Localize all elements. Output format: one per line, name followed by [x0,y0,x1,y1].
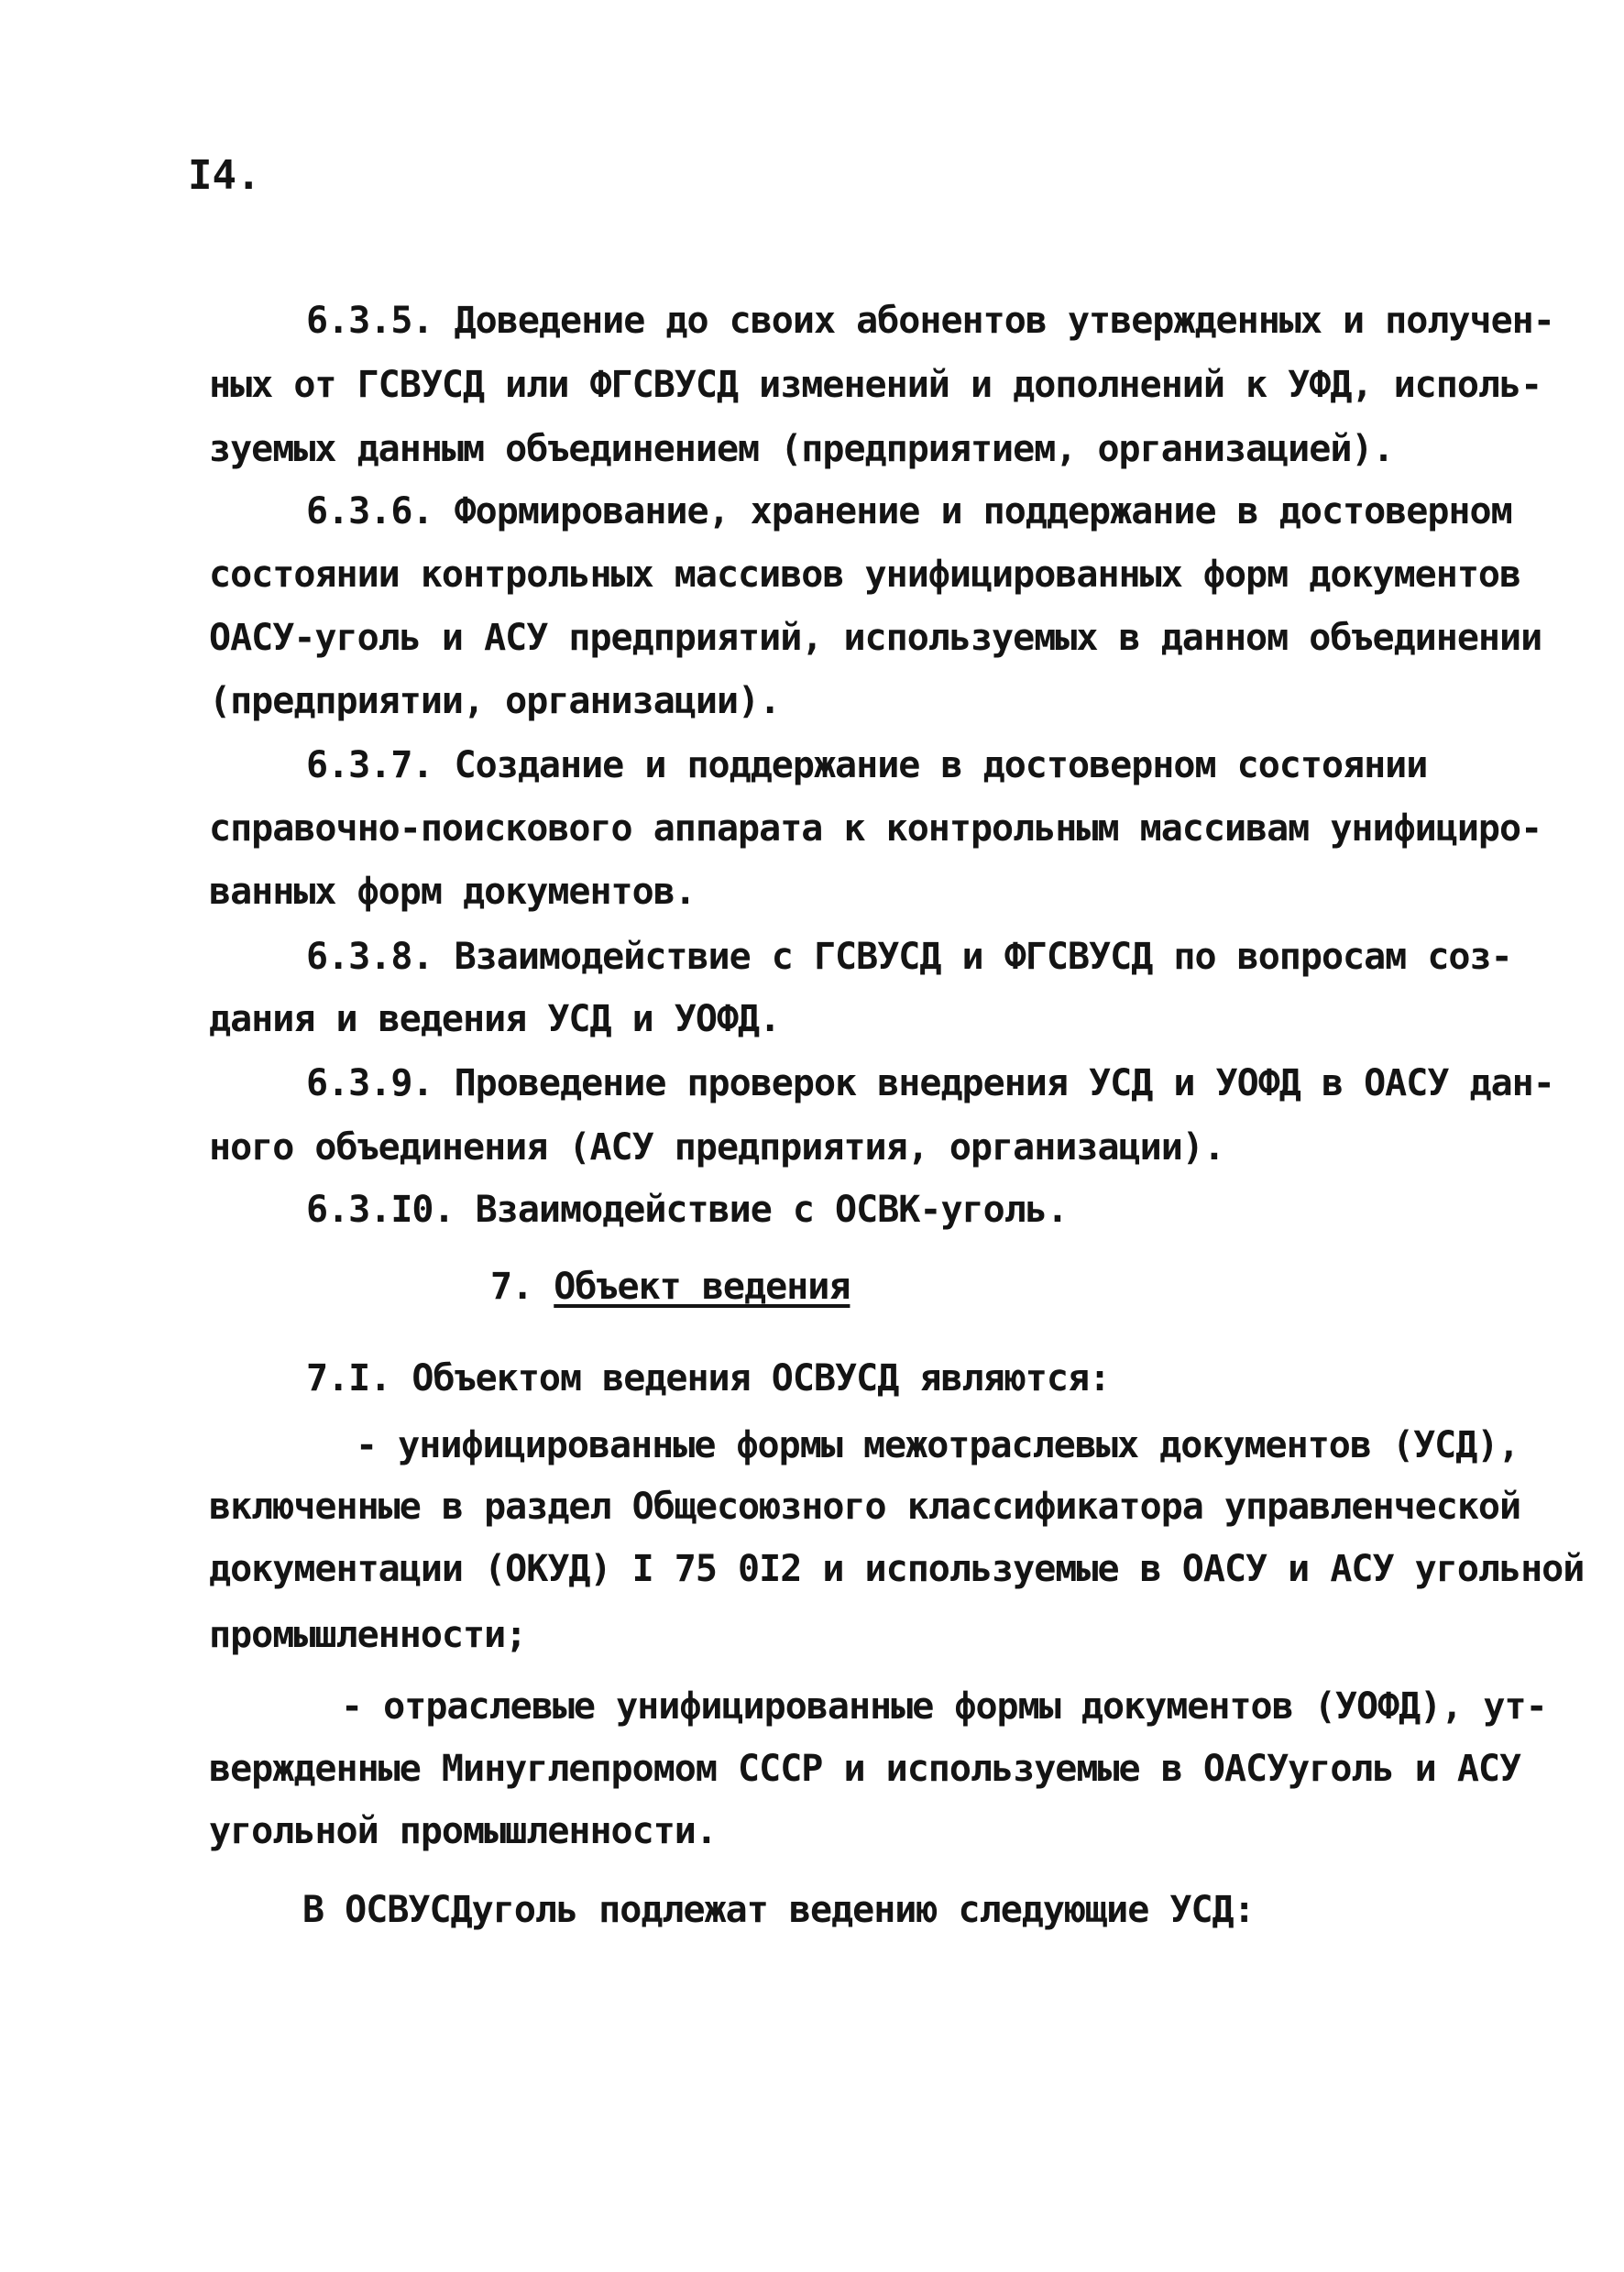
text-line: вержденные Минуглепромом СССР и используемые в ОАСУуголь и АСУ [209,1748,1521,1790]
text-line: ных от ГСВУСД или ФГСВУСД изменений и дополнений к УФД, исполь- [209,364,1542,406]
text-line: В ОСВУСДуголь подлежат ведению следующие УСД: [302,1889,1255,1931]
text-line: включенные в раздел Общесоюзного классификатора управленческой [209,1486,1521,1528]
text-line: - отраслевые унифицированные формы документов (УОФД), ут- [341,1685,1547,1728]
text-line: 6.3.I0. Взаимодействие с ОСВК-уголь. [306,1189,1068,1231]
text-line: угольной промышленности. [209,1810,717,1852]
text-line: ного объединения (АСУ предприятия, организации). [209,1126,1224,1169]
text-line: промышленности; [209,1614,527,1656]
page-number: I4. [188,152,261,199]
text-line: справочно-поискового аппарата к контрольным массивам унифициро- [209,807,1542,850]
section-heading [490,1265,850,1309]
text-line: дания и ведения УСД и УОФД. [209,998,781,1040]
text-line: - унифицированные формы межотраслевых документов (УСД), [356,1424,1520,1466]
text-line: 7.I. Объектом ведения ОСВУСД являются: [306,1357,1111,1399]
text-line: (предприятии, организации). [209,680,781,722]
text-line: 6.3.9. Проведение проверок внедрения УСД и УОФД в ОАСУ дан- [306,1062,1554,1104]
section-title: Объект ведения [554,1266,850,1308]
text-line: 6.3.6. Формирование, хранение и поддержание в достоверном [306,490,1512,532]
text-line: 6.3.5. Доведение до своих абонентов утвержденных и получен- [306,300,1554,342]
text-line: 6.3.8. Взаимодействие с ГСВУСД и ФГСВУСД по вопросам соз- [306,936,1512,978]
text-line: состоянии контрольных массивов унифицированных форм документов [209,554,1521,596]
text-line: ОАСУ-уголь и АСУ предприятий, используемых в данном объединении [209,617,1542,659]
section-number: 7. [490,1266,533,1308]
text-line: 6.3.7. Создание и поддержание в достоверном состоянии [306,744,1428,786]
text-line: документации (ОКУД) I 75 0I2 и используемые в ОАСУ и АСУ угольной [209,1548,1585,1590]
text-line: зуемых данным объединением (предприятием, организацией). [209,428,1394,470]
text-line: ванных форм документов. [209,871,696,913]
